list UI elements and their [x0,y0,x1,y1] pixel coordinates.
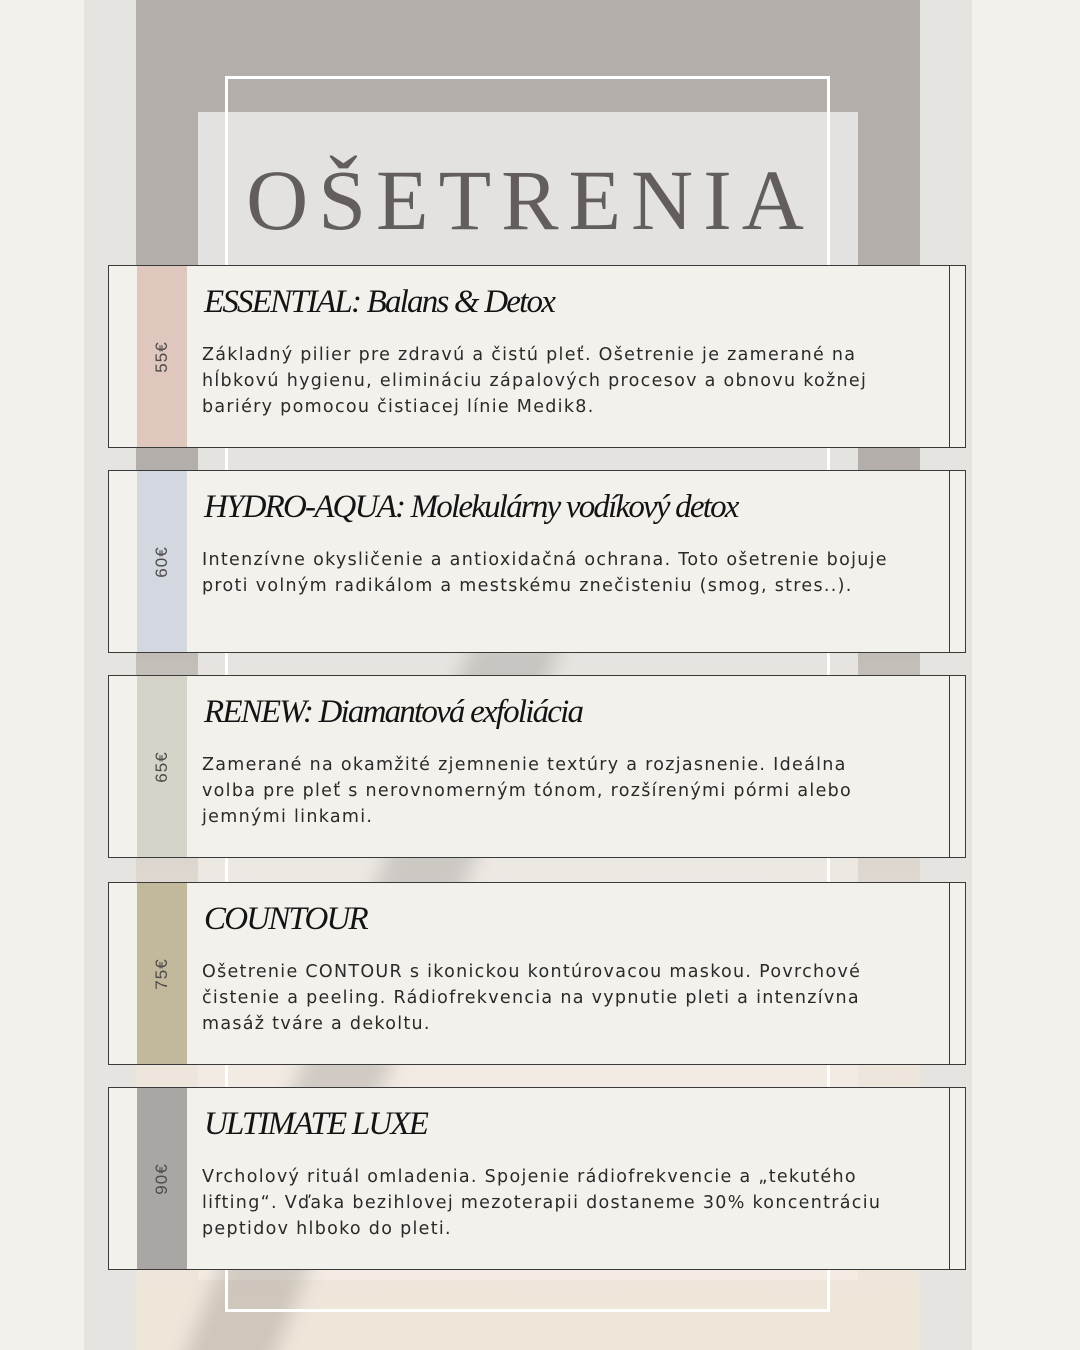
treatment-card-hydro-aqua [108,470,966,653]
treatment-card-contour [108,882,966,1065]
card-divider-line [949,266,951,447]
card-divider-line [949,883,951,1064]
treatment-heading: COUNTOUR [204,901,367,937]
card-divider-line [949,471,951,652]
card-divider-line [949,1088,951,1269]
treatment-description: Ošetrenie CONTOUR s ikonickou kontúrovacou maskou. Povrchové čistenie a peeling. Rádiofrekvencia na vypnutie pleti a intenzívna masáž tváre a dekoltu. [202,962,862,1034]
treatment-heading: HYDRO-AQUA: Molekulárny vodíkový detox [204,489,738,525]
treatment-card-essential [108,265,966,448]
price-label: 60€ [152,545,171,578]
treatment-heading: ULTIMATE LUXE [204,1106,428,1142]
treatment-card-renew [108,675,966,858]
card-divider-line [949,676,951,857]
treatment-description: Zamerané na okamžité zjemnenie textúry a rozjasnenie. Ideálna volba pre pleť s nerovnomerným tónom, rozšírenými pórmi alebo jemnými linkami. [202,755,853,827]
treatment-description: Základný pilier pre zdravú a čistú pleť. Ošetrenie je zamerané na hĺbkovú hygienu, elimináciu zápalových procesov a obnovu kožnej bariéry pomocou čistiacej línie Medik8. [202,345,868,417]
treatment-description: Vrcholový rituál omladenia. Spojenie rádiofrekvencie a „tekutého lifting“. Vďaka bezihlovej mezoterapii dostaneme 30% koncentráciu peptidov hlboko do pleti. [202,1167,882,1239]
treatment-heading: RENEW: Diamantová exfoliácia [204,694,583,730]
price-label: 55€ [152,340,171,373]
treatment-description: Intenzívne okysličenie a antioxidačná ochrana. Toto ošetrenie bojuje proti volným radikálom a mestskému znečisteniu (smog, stres..). [202,550,888,596]
price-label: 90€ [152,1162,171,1195]
treatment-card-ultimate-luxe [108,1087,966,1270]
page-title: OŠETRENIA [246,152,814,248]
price-label: 75€ [152,957,171,990]
treatment-heading: ESSENTIAL: Balans & Detox [204,284,555,320]
price-label: 65€ [152,750,171,783]
